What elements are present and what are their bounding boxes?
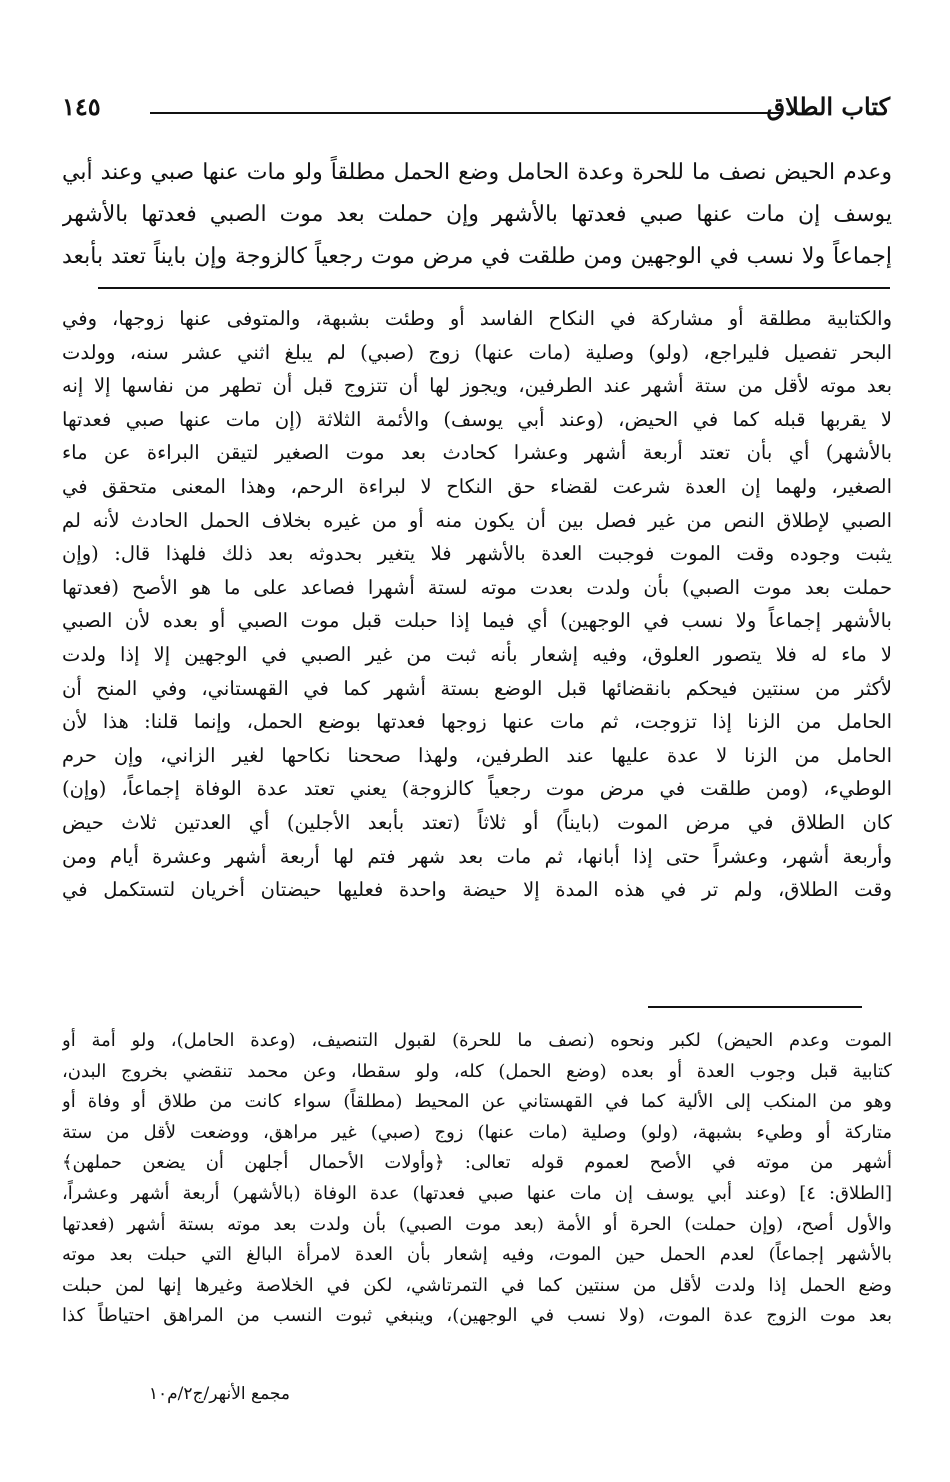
header-rule [150,112,782,114]
footnote-line: وهو من المنكب إلى الألية كما في القهستاني عن المحيط (مطلقاً) سواء كانت من طلاق أو وفاة أو [62,1091,892,1113]
footnote-line: وضع الحمل إذا ولدت لأقل من سنتين كما في التمرتاشي، لكن في الخلاصة وغيرها إنها لمن حبلت [62,1274,892,1296]
commentary-line: وأربعة أشهر، وعشراً حتى إذا أبانها، ثم مات بعد شهر فتم لها أربعة أشهر وعشرة أيام ومن [62,844,892,868]
commentary-line: لا يقربها قبله كما في الحيض، (وعند أبي يوسف) والأئمة الثلاثة (إن مات عنها صبي فعدتها [62,407,892,431]
commentary-line: الوطيء، (ومن طلقت في مرض موت رجعياً كالزوجة) يعني تعتد عدة الوفاة إجماعاً، (وإن) [62,777,892,801]
commentary-text [62,302,892,907]
commentary-line: الصغير، ولهما إن العدة شرعت لقضاء حق النكاح لا لبراءة الرحم، وهذا المعنى متحقق في [62,474,892,498]
main-text-line: وعدم الحيض نصف ما للحرة وعدة الحامل وضع الحمل مطلقاً ولو مات عنها صبي وعند أبي [62,160,892,185]
printer-signature: مجمع الأنهر/ج٢/م١٠ [148,1384,290,1404]
footnote-line: متاركة أو وطيء بشبهة، (ولو) وصلية (مات عنها) زوج (صبي) غير مراهق، ووضعت لأقل من ستة [62,1121,892,1143]
page-number: ١٤٥ [62,92,101,121]
commentary-line: كان الطلاق في مرض الموت (بايناً) أو ثلاثاً (تعتد بأبعد الأجلين) أي العدتين ثلاث حيض [62,810,892,834]
footnote-line: بالأشهر إجماعاً) لعدم الحمل حين الموت، وفيه إشعار بأن العدة لامرأة البالغ التي حبلت بعد موته [62,1244,892,1266]
commentary-line: بالأشهر) أي بأن تعتد أربعة أشهر وعشرا كحادث بعد موت الصغير لتيقن البراءة عن ماء [62,441,892,465]
main-text-line: يوسف إن مات عنها صبي فعدتها بالأشهر وإن حملت بعد موت الصبي فعدتها بالأشهر [62,202,892,227]
commentary-line: البحر تفصيل فليراجع، (ولو) وصلية (مات عنها) زوج (صبي) لم يبلغ اثني عشر سنه، وولدت [62,340,892,364]
main-text-divider [98,287,890,289]
commentary-line: بعد موته لأقل من ستة أشهر عند الطرفين، ويجوز لها أن تتزوج قبل أن تطهر من نفاسها إلا إنه [62,374,892,398]
commentary-line: حملت بعد موت الصبي) بأن ولدت بعدت موته لستة أشهرا فصاعد على ما هو الأصح (فعدتها [62,575,892,599]
footnote-line: الموت وعدم الحيض) لكبر ونحوه (نصف ما للحرة) لقبول التنصيف، (وعدة الحامل)، ولو أمة أو [62,1030,892,1051]
commentary-line: الصبي لإطلاق النص من غير فصل بين أن يكون منه أو من غيره بخلاف الحمل الحادث لأنه لم [62,508,892,532]
running-header [62,88,890,128]
chapter-title: كتاب الطلاق [766,92,890,121]
footnote-line: بعد موت الزوج عدة الموت، (ولا نسب في الوجهين)، وينبغي ثبوت النسب من المراهق احتياطاً كذا [62,1305,892,1327]
footnote-text [62,1026,892,1332]
commentary-line: يثبت وجوده وقت الموت فوجبت العدة بالأشهر فلا يتغير بحدوثه بعد ذلك فلهذا قال: (وإن [62,542,892,566]
commentary-line: والكتابية مطلقة أو مشاركة في النكاح الفاسد أو وطئت بشبهة، والمتوفى عنها زوجها، وفي [62,307,892,330]
commentary-line: لأكثر من سنتين فيحكم بانقضائها قبل الوضع بستة أشهر كما في القهستاني، وفي المنح أن [62,676,892,700]
footnote-line: أشهر من موته في الأصح لعموم قوله تعالى: ﴿وأولات الأحمال أجلهن أن يضعن حملهن﴾ [62,1152,892,1174]
footnote-divider [648,1006,862,1008]
footnote-line: والأول أصح، (وإن حملت) الحرة أو الأمة (بعد موت الصبي) بأن ولدت بعد موته بستة أشهر (فعدتها [62,1213,892,1235]
main-text-line: إجماعاً ولا نسب في الوجهين ومن طلقت في مرض موت رجعياً كالزوجة وإن بايناً تعتد بأبعد [62,244,892,269]
main-text [62,152,892,278]
commentary-line: وقت الطلاق، ولم تر في هذه المدة إلا حيضة واحدة فعليها حيضتان أخريان لتستكمل في [62,878,892,902]
footnote-line: [الطلاق: ٤] (وعند أبي يوسف إن مات عنها صبي فعدتها) عدة الوفاة (بالأشهر) أربعة أشهر وعشراً، [62,1182,892,1204]
footnote-line: كتابية قبل وجوب العدة أو بعده (وضع الحمل) كله، ولو سقطا، وعن محمد تنقضي بخروج البدن، [62,1060,892,1082]
commentary-line: الحامل من الزنا لا عدة عليها عند الطرفين، ولهذا صححنا نكاحها لغير الزاني، وإن حرم [62,743,892,767]
commentary-line: الحامل من الزنا إذا تزوجت، ثم مات عنها زوجها فعدتها بوضع الحمل، وإنما قلنا: هذا لأن [62,710,892,734]
commentary-line: لا ماء له فلا يتصور العلوق، وفيه إشعار بأنه ثبت من غير الصبي في الوجهين إلا إذا ولدت [62,642,892,666]
commentary-line: بالأشهر إجماعاً ولا نسب في الوجهين) أي فيما إذا حبلت قبل موت الصبي أو بعده لأن الصبي [62,609,892,633]
